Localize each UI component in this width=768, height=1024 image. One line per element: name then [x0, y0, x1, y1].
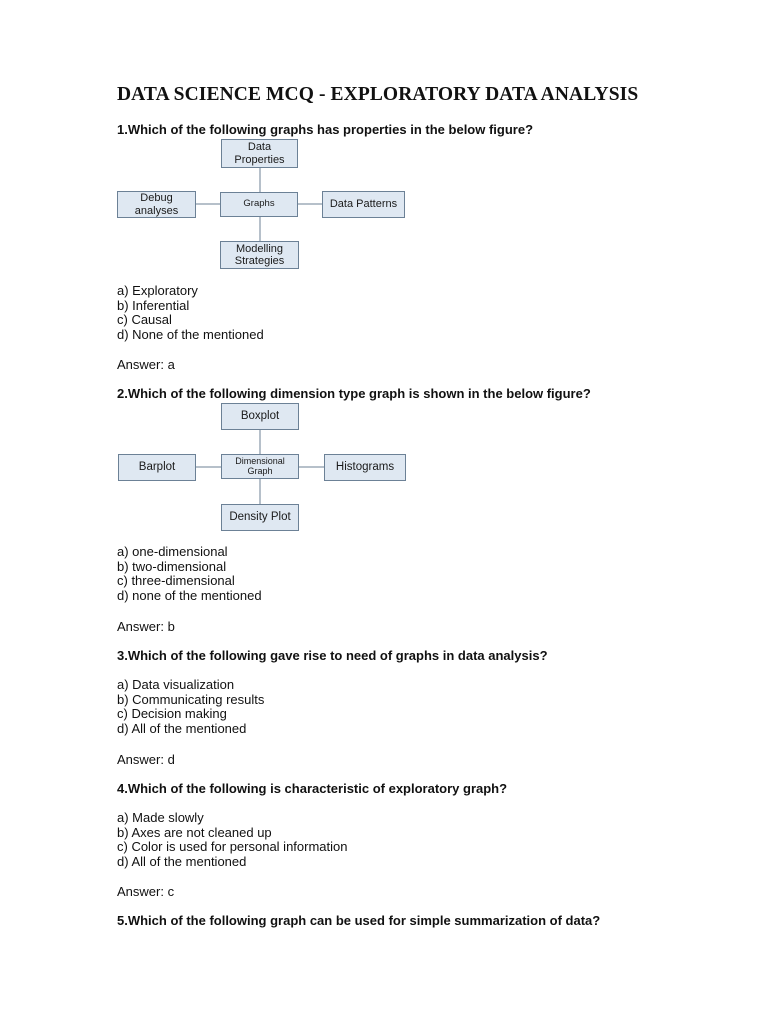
answer-4: Answer: c — [117, 884, 175, 899]
option: c) Color is used for personal information — [117, 839, 348, 855]
option: a) Made slowly — [117, 810, 204, 825]
question-2-options — [117, 545, 262, 604]
answer-2: Answer: b — [117, 619, 175, 634]
option: c) three-dimensional — [117, 573, 235, 589]
option: d) All of the mentioned — [117, 854, 247, 870]
node-data-properties: Data Properties — [221, 139, 298, 168]
question-4-options — [117, 811, 348, 870]
node-density-plot: Density Plot — [221, 504, 299, 531]
figure-2-diagram — [110, 402, 420, 542]
answer-3: Answer: d — [117, 752, 175, 767]
question-5: 5.Which of the following graph can be used for simple summarization of data? — [117, 913, 601, 928]
question-4: 4.Which of the following is characteristic of exploratory graph? — [117, 781, 508, 796]
node-data-patterns: Data Patterns — [322, 191, 405, 218]
node-dimensional-graph: Dimensional Graph — [221, 454, 299, 479]
option: d) none of the mentioned — [117, 588, 262, 604]
figure-1-diagram — [110, 138, 420, 278]
node-debug-analyses: Debug analyses — [117, 191, 196, 218]
option: b) Inferential — [117, 297, 190, 313]
question-3-options — [117, 678, 264, 737]
option: b) Communicating results — [117, 691, 265, 707]
option: a) one-dimensional — [117, 544, 228, 559]
option: c) Decision making — [117, 706, 227, 722]
question-2: 2.Which of the following dimension type graph is shown in the below figure? — [117, 386, 591, 401]
option: d) None of the mentioned — [117, 327, 264, 343]
question-3: 3.Which of the following gave rise to need of graphs in data analysis? — [117, 648, 548, 663]
node-boxplot: Boxplot — [221, 403, 299, 430]
node-modelling-strategies: Modelling Strategies — [220, 241, 299, 269]
question-1: 1.Which of the following graphs has properties in the below figure? — [117, 122, 534, 137]
question-1-options — [117, 284, 264, 343]
option: b) two-dimensional — [117, 558, 227, 574]
option: a) Exploratory — [117, 283, 198, 298]
option: b) Axes are not cleaned up — [117, 824, 272, 840]
document-title: DATA SCIENCE MCQ - EXPLORATORY DATA ANALYSIS — [117, 84, 639, 105]
answer-1: Answer: a — [117, 357, 175, 372]
option: c) Causal — [117, 312, 172, 328]
option: d) All of the mentioned — [117, 721, 247, 737]
node-graphs: Graphs — [220, 192, 298, 217]
node-histograms: Histograms — [324, 454, 406, 481]
node-barplot: Barplot — [118, 454, 196, 481]
option: a) Data visualization — [117, 677, 235, 692]
